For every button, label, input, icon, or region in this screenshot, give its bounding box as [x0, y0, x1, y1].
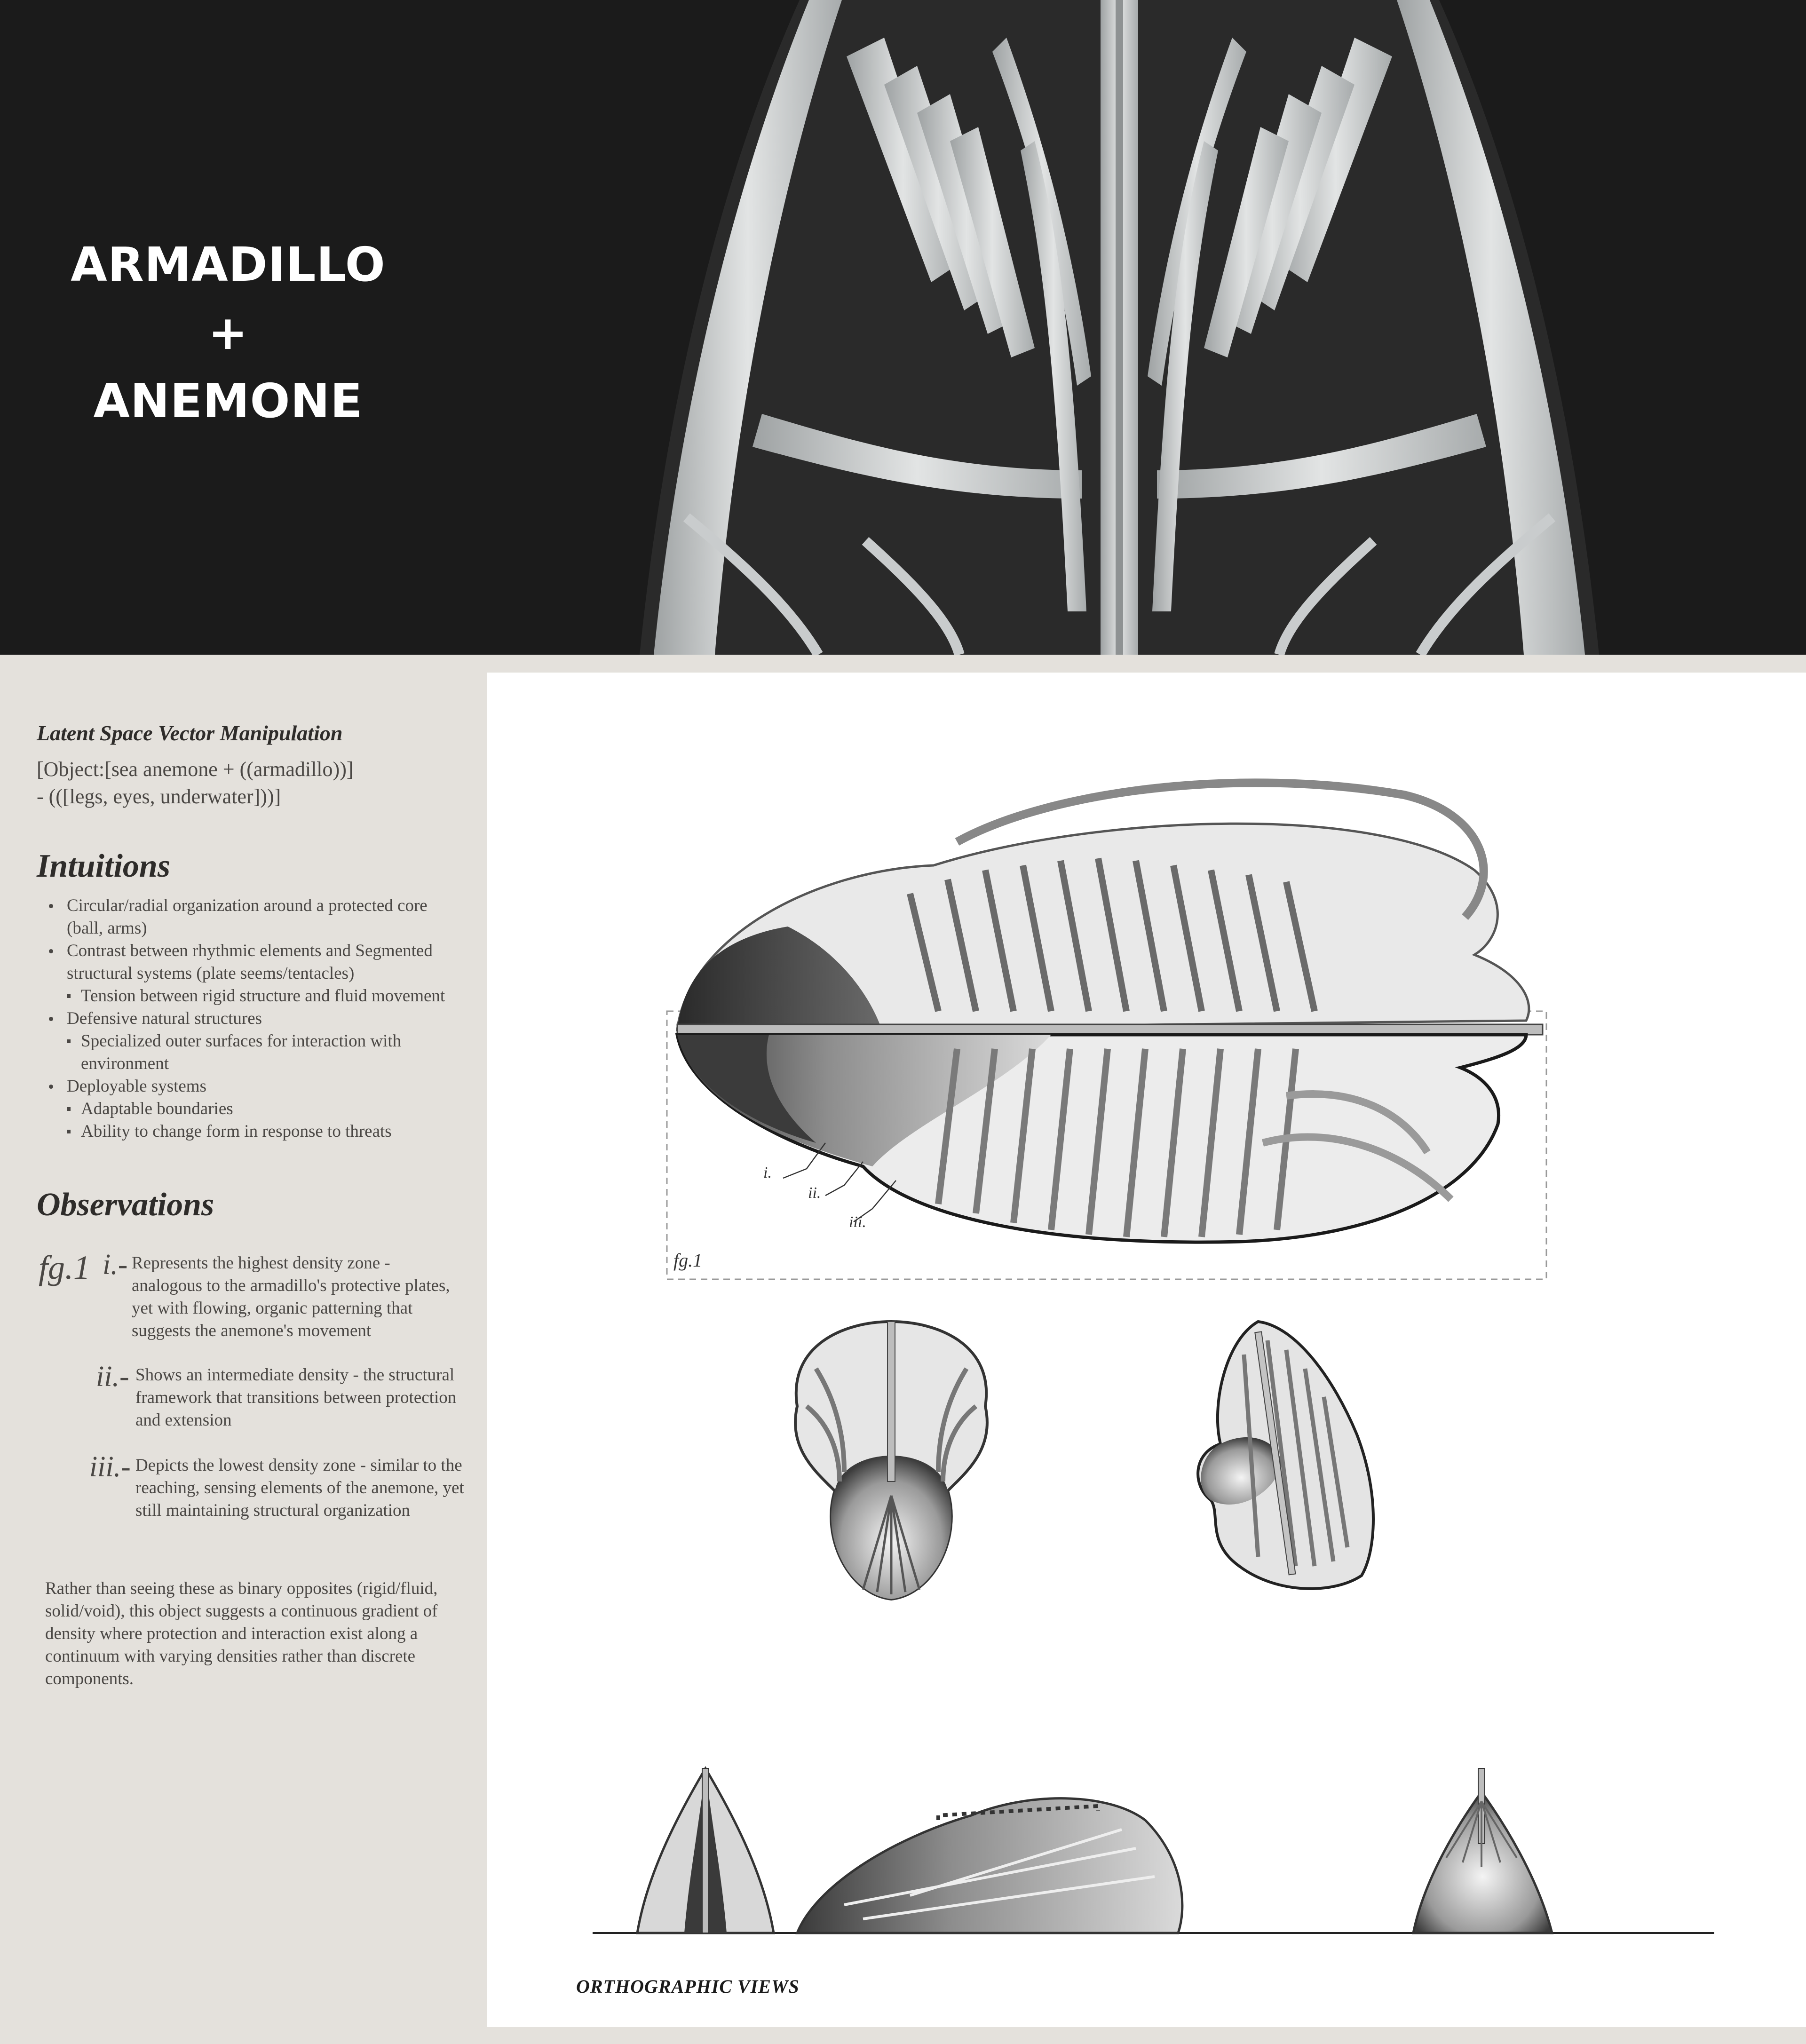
intuition-subitem: Adaptable boundaries [37, 1098, 460, 1120]
annotation-i: i. [763, 1164, 772, 1181]
latent-space-heading: Latent Space Vector Manipulation [37, 721, 343, 745]
figure-panel [487, 673, 1806, 2027]
hero-title-line2: + [208, 305, 248, 360]
hero-title-line3: ANEMONE [93, 373, 363, 428]
figure-drawings [487, 673, 1806, 2027]
left-text-column [0, 655, 487, 2044]
observation-item-ii [96, 1361, 460, 1432]
intuition-item: Deployable systems [37, 1075, 460, 1098]
intuition-item: Contrast between rhythmic elements and Segmented structural systems (plate seems/tentacles) [37, 940, 460, 985]
observation-num: ii.- [96, 1361, 129, 1393]
orthographic-views [593, 1768, 1714, 1933]
observation-num: iii.- [89, 1451, 131, 1483]
hero-banner [0, 0, 1806, 655]
observations-fig-label: fg.1 [39, 1249, 91, 1286]
annotation-ii: ii. [808, 1184, 821, 1202]
orthographic-views-title: ORTHOGRAPHIC VIEWS [576, 1976, 800, 1997]
intuition-item: Circular/radial organization around a protected core (ball, arms) [37, 895, 460, 940]
hero-photo-skeleton [621, 0, 1618, 655]
hero-title-line1: ARMADILLO [71, 237, 386, 292]
intuition-item: Defensive natural structures [37, 1007, 460, 1030]
observation-text: Represents the highest density zone - analogous to the armadillo's protective plates, yet with flowing, organic patterning that suggests the anemone's movement [132, 1253, 450, 1340]
intuition-subitem: Specialized outer surfaces for interaction with environment [37, 1030, 460, 1075]
intuition-subitem: Ability to change form in response to threats [37, 1120, 460, 1143]
formula-line2: - (([legs, eyes, underwater]))] [37, 785, 281, 808]
closing-paragraph: Rather than seeing these as binary opposites (rigid/fluid, solid/void), this object suggests a continuous gradient of density where protection and interaction exist along a continuum with varying densities rather than discrete components. [45, 1579, 438, 1688]
main-object-top-view [677, 783, 1543, 1242]
formula-line1: [Object:[sea anemone + ((armadillo))] [37, 758, 354, 781]
hero-title [42, 230, 414, 435]
observation-item-iii [89, 1451, 465, 1522]
latent-space-formula [37, 756, 460, 810]
observation-text: Depicts the lowest density zone - similar to the reaching, sensing elements of the anemone, yet still maintaining structural organization [135, 1456, 464, 1520]
observations-heading: Observations [37, 1187, 214, 1223]
annotation-iii: iii. [849, 1213, 866, 1231]
observation-text: Shows an intermediate density - the structural framework that transitions between protection and extension [135, 1365, 457, 1430]
observation-item-i [103, 1249, 461, 1342]
object-front-view [795, 1322, 987, 1599]
observation-num: i.- [103, 1249, 128, 1281]
fg1-label: fg.1 [673, 1250, 703, 1271]
intuitions-list [37, 895, 460, 1143]
intuitions-heading: Intuitions [37, 848, 171, 884]
object-perspective-view [1198, 1322, 1373, 1589]
intuition-subitem: Tension between rigid structure and fluid movement [37, 985, 460, 1007]
